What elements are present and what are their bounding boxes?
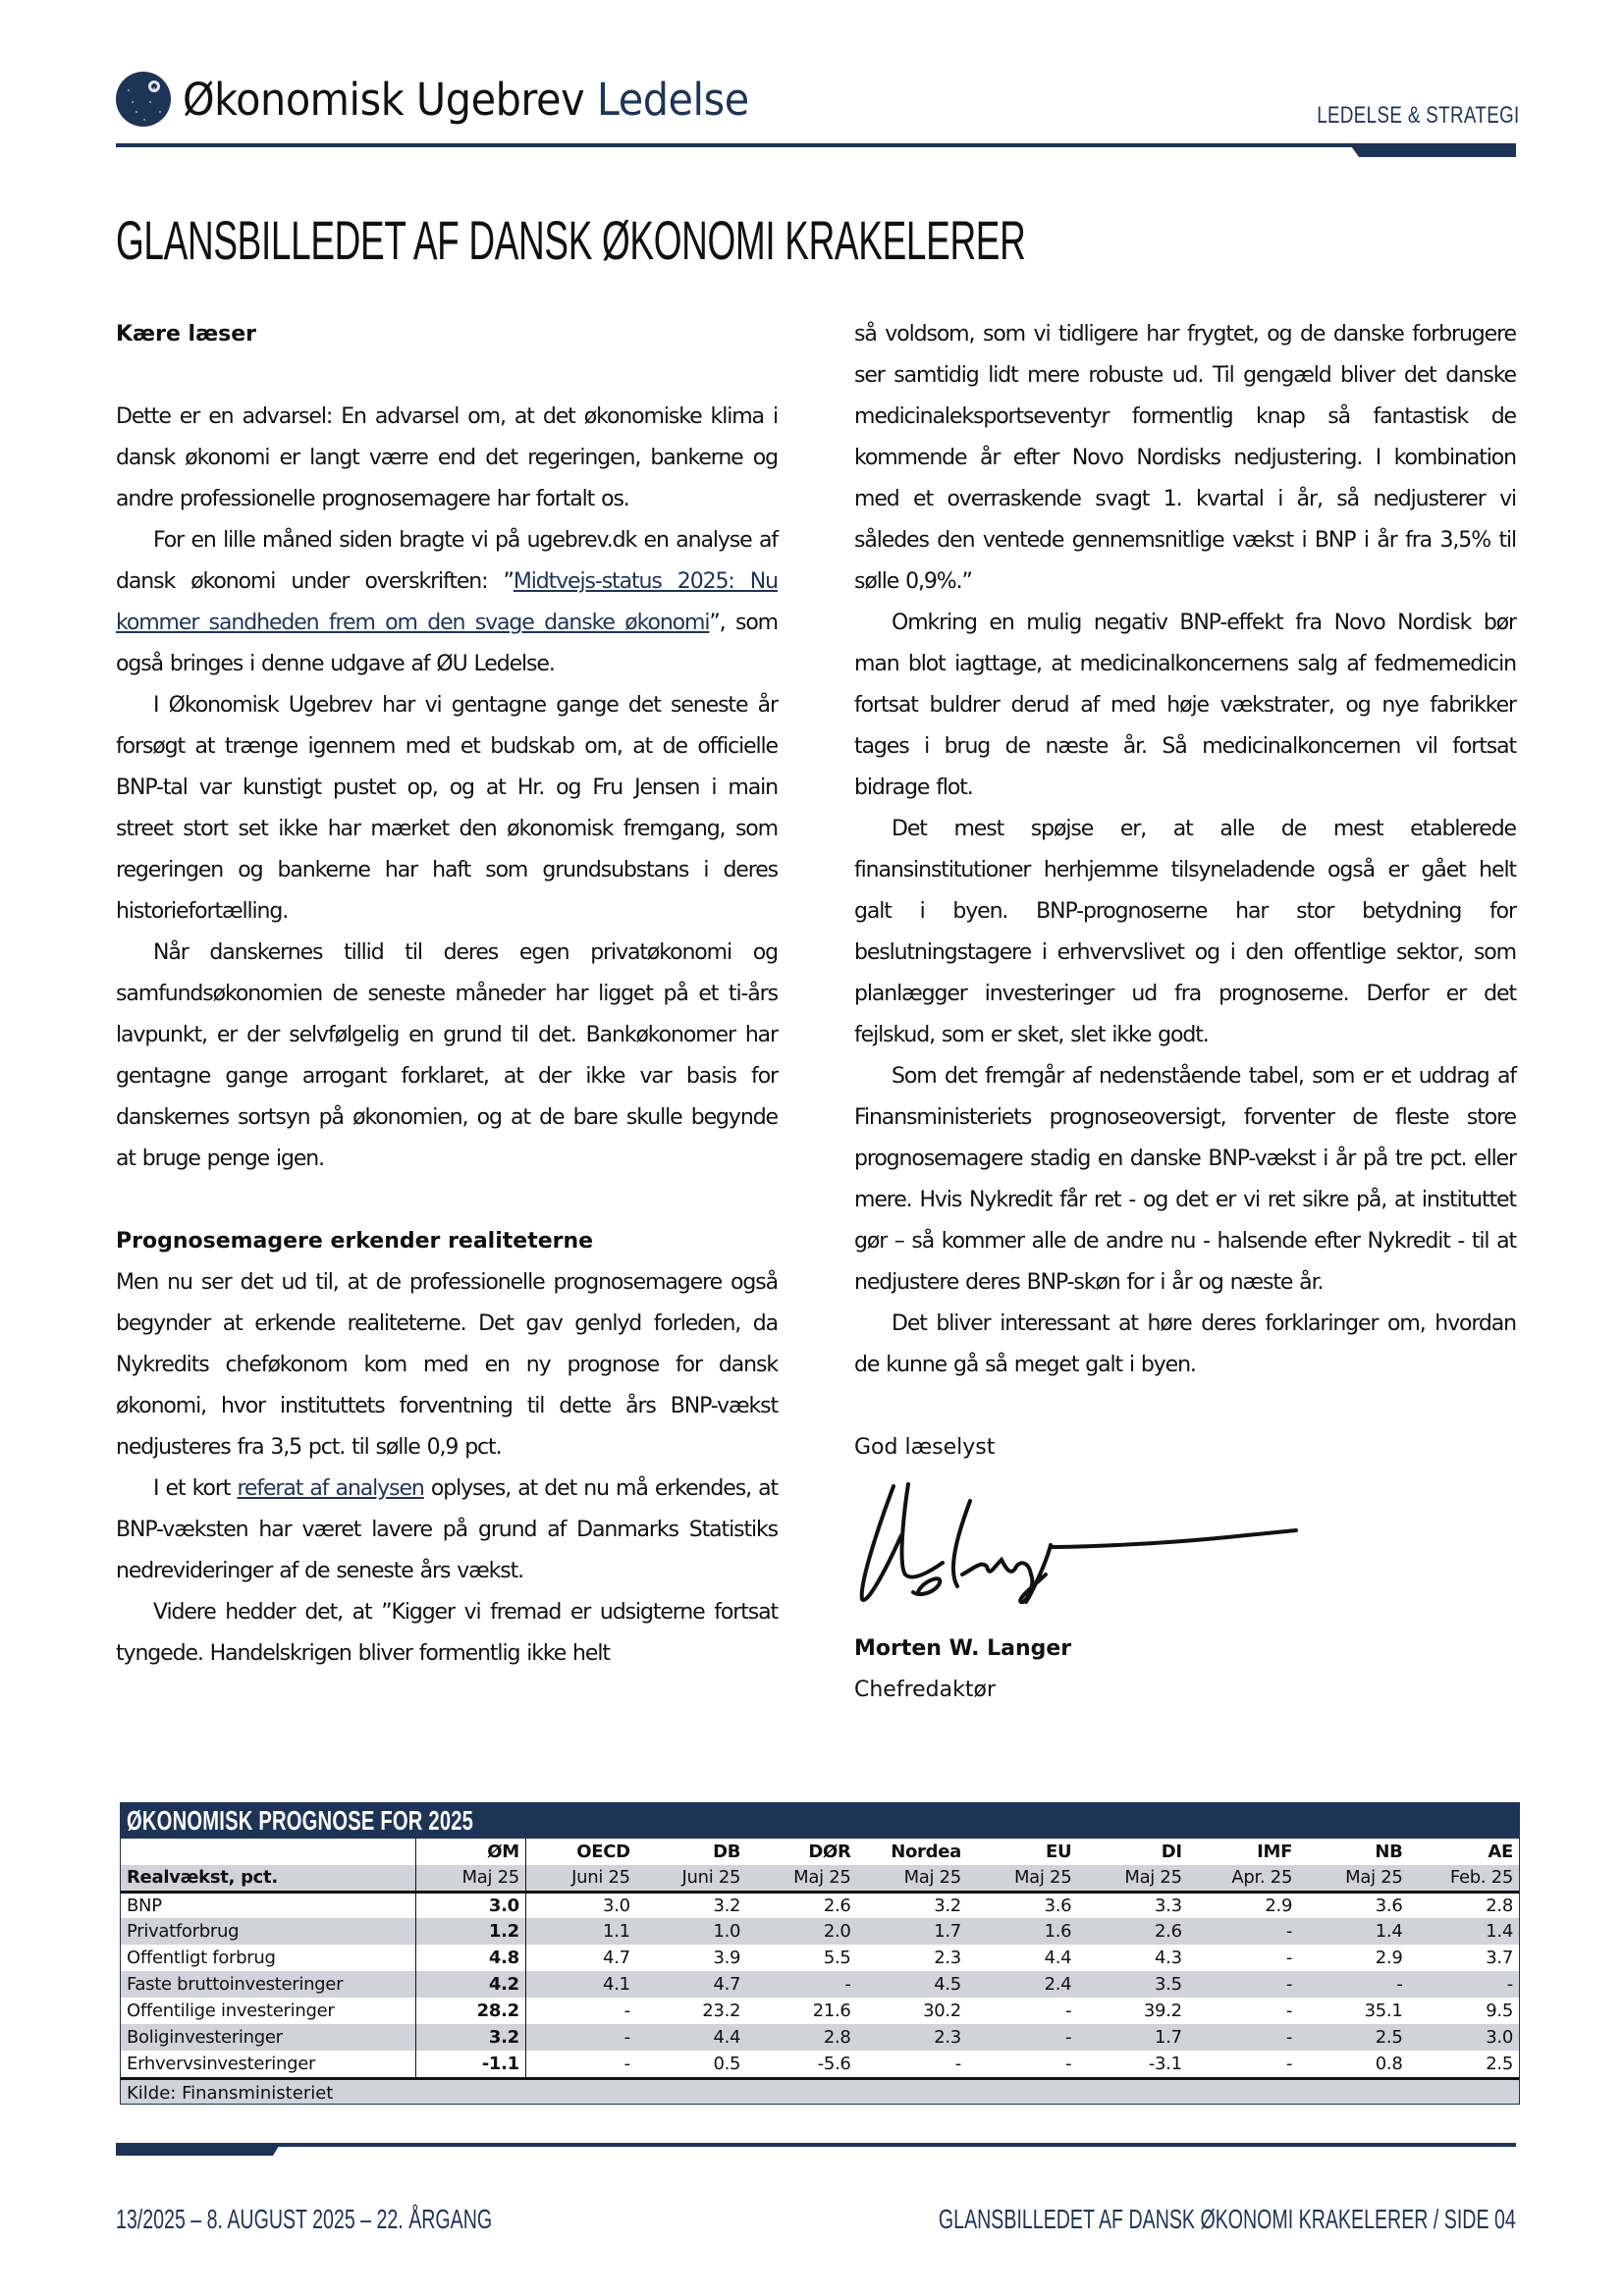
table-cell: 4.4 xyxy=(967,1945,1077,1971)
table-cell: 4.7 xyxy=(636,1971,746,1998)
row-label: Offentligt forbrug xyxy=(121,1945,415,1971)
table-cell: - xyxy=(967,2024,1077,2051)
table-cell: 2.3 xyxy=(857,1945,967,1971)
paragraph: Som det fremgår af nedenstående tabel, som er et uddrag af Finansministeriets prognoseoversigt, forventer de fleste store prognosemagere stadig en danske BNP-vækst i år på tre pct. eller mere. Hvis Nykredit får ret - og det er vi ret sikre på, at instituttet gør – så kommer alle de andre nu - halsende efter Nykredit - til at nedjustere deres BNP-skøn for i år og næste år. xyxy=(854,1064,1516,1295)
signer-title: Chefredaktør xyxy=(854,1678,996,1702)
table-cell: - xyxy=(1188,2051,1298,2077)
page-reference: GLANSBILLEDET AF DANSK ØKONOMI KRAKELERER / SIDE 04 xyxy=(939,2204,1516,2234)
column-date: Maj 25 xyxy=(967,1865,1077,1892)
table-cell: - xyxy=(525,2051,635,2077)
table-cell: 1.1 xyxy=(525,1918,635,1945)
section-tag: LEDELSE & STRATEGI xyxy=(1317,102,1520,129)
column-header: DI xyxy=(1077,1839,1187,1865)
subheading: Prognosemagere erkender realiteterne xyxy=(116,1229,594,1254)
paragraph: Videre hedder det, at ”Kigger vi fremad er udsigterne fortsat tyngede. Handelskrigen bliver formentlig ikke helt xyxy=(116,1600,778,1666)
paragraph: Men nu ser det ud til, at de professionelle prognosemagere også begynder at erkende realiteterne. Det gav genlyd forleden, da Nykredits cheføkonom kom med en ny prognose for dansk økonomi, hvor instituttets forventning til dette års BNP-vækst nedjusteres fra 3,5 pct. til sølle 0,9 pct. xyxy=(116,1270,778,1460)
table-cell: 0.5 xyxy=(636,2051,746,2077)
table-cell: -3.1 xyxy=(1077,2051,1187,2077)
column-header: OECD xyxy=(525,1839,635,1865)
column-header: AE xyxy=(1409,1839,1519,1865)
table-cell: - xyxy=(1188,1998,1298,2024)
paragraph: I et kort referat af analysen oplyses, at det nu må erkendes, at BNP-væksten har været lavere på grund af Danmarks Statistiks nedrevideringer af de seneste års vækst. xyxy=(116,1476,778,1583)
table-cell: 3.0 xyxy=(1409,2024,1519,2051)
table-cell: 39.2 xyxy=(1077,1998,1187,2024)
table-cell: 1.7 xyxy=(857,1918,967,1945)
table-cell: 3.6 xyxy=(967,1892,1077,1918)
column-header: ØM xyxy=(415,1839,525,1865)
table-cell: - xyxy=(1409,1971,1519,1998)
table-title: ØKONOMISK PROGNOSE FOR 2025 xyxy=(121,1803,1519,1839)
paragraph: For en lille måned siden bragte vi på ugebrev.dk en analyse af dansk økonomi under overskriften: ”Midtvejs-status 2025: Nu kommer sandheden frem om den svage danske økonomi”, som også bringes i denne udgave af ØU Ledelse. xyxy=(116,528,779,676)
table-cell: 28.2 xyxy=(415,1998,525,2024)
brand-accent: Ledelse xyxy=(596,73,749,126)
masthead xyxy=(116,65,798,133)
globe-logo-icon xyxy=(116,72,171,127)
table-cell: 2.9 xyxy=(1188,1892,1298,1918)
row-label: BNP xyxy=(121,1892,415,1918)
brand-wordmark xyxy=(183,74,749,126)
table-cell: 3.0 xyxy=(415,1892,525,1918)
table-cell: 1.4 xyxy=(1409,1918,1519,1945)
article-column-right xyxy=(854,314,1516,1711)
paragraph: Når danskernes tillid til deres egen privatøkonomi og samfundsøkonomien de seneste måneder har ligget på et ti-års lavpunkt, er der selvfølgelig en grund til det. Bankøkonomer har gentagne gange arrogant forklaret, at der ikke var basis for danskernes sortsyn på økonomien, og at de bare skulle begynde at bruge penge igen. xyxy=(116,940,778,1171)
table-cell: 2.4 xyxy=(967,1971,1077,1998)
table-cell: 3.3 xyxy=(1077,1892,1187,1918)
table-cell: 4.1 xyxy=(525,1971,635,1998)
column-date: Juni 25 xyxy=(525,1865,635,1892)
table-cell: 2.5 xyxy=(1298,2024,1408,2051)
column-date: Maj 25 xyxy=(746,1865,856,1892)
column-date: Maj 25 xyxy=(415,1865,525,1892)
table-cell: 1.6 xyxy=(967,1918,1077,1945)
table-cell: 2.3 xyxy=(857,2024,967,2051)
table-row xyxy=(121,1971,1519,1998)
brand-main: Økonomisk Ugebrev xyxy=(183,73,585,126)
table-header-row xyxy=(121,1839,1519,1865)
table-cell: 5.5 xyxy=(746,1945,856,1971)
signature-image xyxy=(854,1476,1306,1614)
paragraph: Dette er en advarsel: En advarsel om, at det økonomiske klima i dansk økonomi er langt værre end det regeringen, bankerne og andre professionelle prognosemagere har fortalt os. xyxy=(116,404,778,511)
issue-info: 13/2025 – 8. AUGUST 2025 – 22. ÅRGANG xyxy=(116,2204,493,2234)
table-cell: 2.0 xyxy=(746,1918,856,1945)
table-cell: - xyxy=(525,1998,635,2024)
footer-rule-tab xyxy=(116,2143,281,2156)
paragraph: I Økonomisk Ugebrev har vi gentagne gange det seneste år forsøgt at trænge igennem med et budskab om, at de officielle BNP-tal var kunstigt pustet op, og at Hr. og Fru Jensen i main street stort set ikke har mærket den økonomisk fremgang, som regeringen og bankerne har haft som grundsubstans i deres historiefortælling. xyxy=(116,693,778,924)
table-cell: 4.2 xyxy=(415,1971,525,1998)
table-cell: 3.5 xyxy=(1077,1971,1187,1998)
table-cell: 2.8 xyxy=(746,2024,856,2051)
table-cell: 2.5 xyxy=(1409,2051,1519,2077)
table-cell: 1.2 xyxy=(415,1918,525,1945)
table-cell: 2.6 xyxy=(1077,1918,1187,1945)
row-label: Faste bruttoinvesteringer xyxy=(121,1971,415,1998)
row-label: Erhvervsinvesteringer xyxy=(121,2051,415,2077)
column-date: Juni 25 xyxy=(636,1865,746,1892)
midtvejs-status-link[interactable]: Midtvejs-status 2025: Nu kommer sandheden frem om den svage danske økonomi xyxy=(116,569,778,635)
row-label: Boliginvesteringer xyxy=(121,2024,415,2051)
table-cell: 4.3 xyxy=(1077,1945,1187,1971)
table-row xyxy=(121,2051,1519,2077)
table-cell: 35.1 xyxy=(1298,1998,1408,2024)
row-label: Offentilige investeringer xyxy=(121,1998,415,2024)
table-cell: 4.5 xyxy=(857,1971,967,1998)
table-row xyxy=(121,1918,1519,1945)
table-cell: -1.1 xyxy=(415,2051,525,2077)
table-date-row xyxy=(121,1865,1519,1892)
table-cell: 3.9 xyxy=(636,1945,746,1971)
forecast-table xyxy=(120,1802,1520,2105)
table-cell: 1.0 xyxy=(636,1918,746,1945)
column-header: Nordea xyxy=(857,1839,967,1865)
table-cell: - xyxy=(1188,1971,1298,1998)
header-rule xyxy=(116,143,1516,147)
row-label: Privatforbrug xyxy=(121,1918,415,1945)
column-header: EU xyxy=(967,1839,1077,1865)
table-cell: - xyxy=(857,2051,967,2077)
table-cell: 3.2 xyxy=(415,2024,525,2051)
table-cell: 4.7 xyxy=(525,1945,635,1971)
table-cell: 9.5 xyxy=(1409,1998,1519,2024)
table-cell: 3.2 xyxy=(857,1892,967,1918)
referat-link[interactable]: referat af analysen xyxy=(237,1476,424,1501)
paragraph: Omkring en mulig negativ BNP-effekt fra Novo Nordisk bør man blot iagttage, at medicinalkoncernens salg af fedmemedicin fortsat buldrer derud af med høje vækstrater, og nye fabrikker tages i brug de næste år. Så medicinalkoncernen vil fortsat bidrage flot. xyxy=(854,611,1516,800)
table-cell: 30.2 xyxy=(857,1998,967,2024)
table-cell: 2.9 xyxy=(1298,1945,1408,1971)
signer-name: Morten W. Langer xyxy=(854,1636,1072,1661)
table-cell: 23.2 xyxy=(636,1998,746,2024)
table-cell: - xyxy=(525,2024,635,2051)
table-cell: - xyxy=(1188,1945,1298,1971)
table-cell: 4.8 xyxy=(415,1945,525,1971)
row-header-label: Realvækst, pct. xyxy=(121,1865,415,1892)
table-row xyxy=(121,1892,1519,1918)
closing: God læselyst xyxy=(854,1435,996,1460)
column-header: NB xyxy=(1298,1839,1408,1865)
footer-rule xyxy=(116,2143,1516,2147)
paragraph: Det bliver interessant at høre deres forklaringer om, hvordan de kunne gå så meget galt i byen. xyxy=(854,1311,1516,1377)
table-cell: 1.4 xyxy=(1298,1918,1408,1945)
table-cell: 21.6 xyxy=(746,1998,856,2024)
table-cell: - xyxy=(1188,2024,1298,2051)
salutation: Kære læser xyxy=(116,322,256,347)
table-row xyxy=(121,2024,1519,2051)
table-cell: - xyxy=(1188,1918,1298,1945)
column-date: Apr. 25 xyxy=(1188,1865,1298,1892)
table-cell: - xyxy=(1298,1971,1408,1998)
table-cell: - xyxy=(967,1998,1077,2024)
table-cell: 3.2 xyxy=(636,1892,746,1918)
paragraph: Det mest spøjse er, at alle de mest etablerede finansinstitutioner herhjemme tilsyneladende også er gået helt galt i byen. BNP-prognoserne har stor betydning for beslutningstagere i erhvervslivet og i den offentlige sektor, som planlægger investeringer ud fra prognoserne. Derfor er det fejlskud, som er sket, slet ikke godt. xyxy=(854,817,1516,1047)
table-row xyxy=(121,1998,1519,2024)
header-rule-tab xyxy=(1349,143,1516,157)
table-cell: 3.7 xyxy=(1409,1945,1519,1971)
table-cell: 3.0 xyxy=(525,1892,635,1918)
table-cell: 4.4 xyxy=(636,2024,746,2051)
column-header: DB xyxy=(636,1839,746,1865)
column-header: IMF xyxy=(1188,1839,1298,1865)
table-cell: 2.6 xyxy=(746,1892,856,1918)
table-row xyxy=(121,1945,1519,1971)
column-date: Feb. 25 xyxy=(1409,1865,1519,1892)
table-source: Kilde: Finansministeriet xyxy=(121,2077,1519,2104)
table-cell: 2.8 xyxy=(1409,1892,1519,1918)
paragraph: så voldsom, som vi tidligere har frygtet, og de danske forbrugere ser samtidig lidt mere robuste ud. Til gengæld bliver det danske medicinaleksportseventyr formentlig knap så fantastisk de kommende år efter Novo Nordisks nedjustering. I kombination med et overraskende svagt 1. kvartal i år, så nedjusterer vi således den ventede gennemsnitlige vækst i BNP i år fra 3,5% til sølle 0,9%.” xyxy=(854,322,1516,594)
table-cell: 1.7 xyxy=(1077,2024,1187,2051)
table-cell: -5.6 xyxy=(746,2051,856,2077)
table-cell: - xyxy=(967,2051,1077,2077)
column-date: Maj 25 xyxy=(1298,1865,1408,1892)
column-date: Maj 25 xyxy=(1077,1865,1187,1892)
column-date: Maj 25 xyxy=(857,1865,967,1892)
table-cell: 0.8 xyxy=(1298,2051,1408,2077)
page-title: GLANSBILLEDET AF DANSK ØKONOMI KRAKELERER xyxy=(116,209,1026,271)
table-cell: 3.6 xyxy=(1298,1892,1408,1918)
table-cell: - xyxy=(746,1971,856,1998)
article-column-left xyxy=(116,314,778,1675)
column-header: DØR xyxy=(746,1839,856,1865)
